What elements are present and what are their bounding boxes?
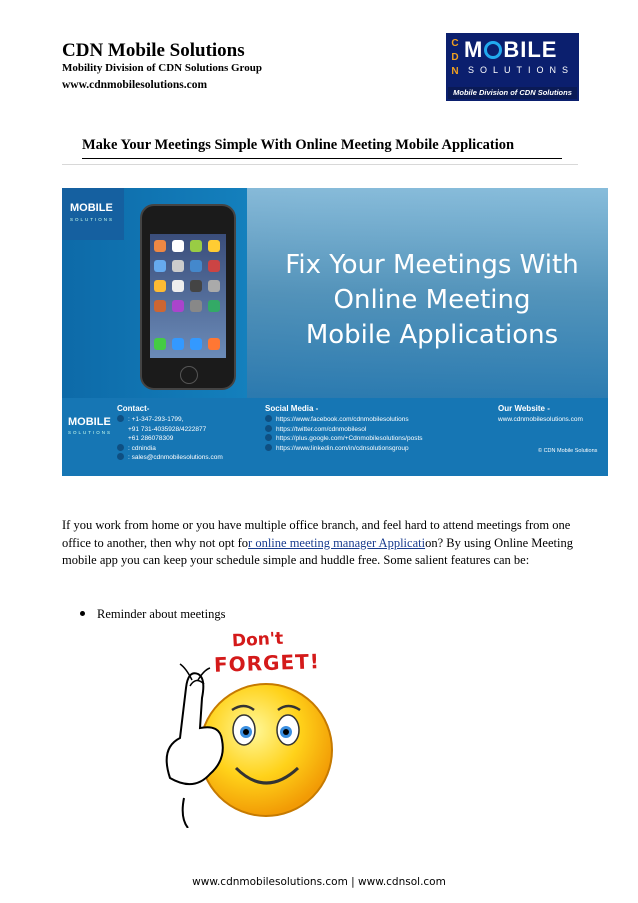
banner-title-line: Fix Your Meetings With [285,250,579,280]
social-link[interactable]: https://www.linkedin.com/in/cdnsolutionsgroup [265,444,423,454]
app-icon [208,338,220,350]
banner-title-line: Mobile Applications [305,320,559,350]
dont-text: Don't [231,628,284,652]
email-icon [117,453,124,460]
website-link[interactable]: www.cdnmobilesolutions.com [498,416,583,423]
forget-text: FORGET! [213,649,321,677]
list-item: Reminder about meetings [80,607,225,622]
contact-line: : cdnindia [117,444,223,454]
banner-title-line: Online Meeting [333,285,531,315]
website-column [498,404,597,456]
meeting-app-link[interactable]: r online meeting manager Applicati [248,535,426,550]
app-icon [154,338,166,350]
app-icon [154,300,166,312]
company-name: CDN Mobile Solutions [62,40,245,61]
contact-line: +91 731-4035928/4222877 [128,425,207,433]
skype-icon [117,444,124,451]
promo-banner [62,188,608,476]
banner-logo [62,188,124,240]
banner-footer [62,398,608,476]
linkedin-icon [265,444,272,451]
smartphone-image [140,204,236,390]
banner-logo-text: MOBILE [70,202,113,214]
logo-o-ring-icon [484,41,502,59]
app-icon [154,240,166,252]
phone-screen [150,234,226,358]
app-icon [172,280,184,292]
company-subtitle: Mobility Division of CDN Solutions Group [62,62,262,74]
logo-solutions-text: SOLUTIONS [468,65,575,75]
app-icon [208,240,220,252]
banner-logo-sub: SOLUTIONS [70,217,115,222]
logo-cdn-n: N [451,66,459,77]
title-underline [82,158,562,159]
facebook-icon [265,415,272,422]
google-plus-icon [265,434,272,441]
phone-icon [117,415,124,422]
contact-heading: Contact- [117,404,150,413]
logo-cdn-c: C [451,38,459,49]
app-icon [190,338,202,350]
app-icon [172,240,184,252]
page-footer: www.cdnmobilesolutions.com | www.cdnsol.com [192,876,446,888]
app-icon [172,338,184,350]
contact-line: +61 286078309 [128,435,174,442]
company-website: www.cdnmobilesolutions.com [62,79,208,91]
contact-line: : +1-347-293-1799, [117,415,223,425]
social-heading: Social Media - [265,404,319,413]
copyright: © CDN Mobile Solutions [538,447,598,454]
social-link[interactable]: https://twitter.com/cdnmobilesol [265,425,423,435]
bullet-icon [80,611,85,616]
divider [62,164,578,165]
app-icon [154,280,166,292]
logo-tagline: Mobile Division of CDN Solutions Group [448,87,577,99]
social-column [265,404,423,453]
app-icon [154,260,166,272]
logo-cdn-d: D [451,52,459,63]
website-heading: Our Website - [498,404,550,413]
app-icon [208,260,220,272]
social-link[interactable]: https://www.facebook.com/cdnmobilesolutions [265,415,423,425]
app-icon [172,300,184,312]
app-icon [208,280,220,292]
logo-word [464,37,557,63]
banner-footer-logo [68,412,114,446]
logo-cdn-letters [450,37,460,79]
app-icon [190,260,202,272]
page-title: Make Your Meetings Simple With Online Meeting Mobile Application [82,137,515,153]
banner-title [267,248,597,353]
footer-logo-sub: SOLUTIONS [68,430,113,435]
contact-line: : sales@cdnmobilesolutions.com [117,453,223,463]
logo-word-bile: BILE [503,37,558,62]
footer-logo-text: MOBILE [68,416,111,428]
logo-word-m: M [464,37,484,62]
contact-column [117,404,223,463]
home-button-icon [180,366,198,384]
twitter-icon [265,425,272,432]
social-link[interactable]: https://plus.google.com/+Cdnmobilesolutions/posts [265,434,423,444]
app-icon [172,260,184,272]
app-icon [190,240,202,252]
app-icon [208,300,220,312]
mobile-solutions-logo [446,33,579,109]
app-icon [190,280,202,292]
app-icon [190,300,202,312]
intro-paragraph: If you work from home or you have multiple office branch, and feel hard to attend meetings from one office to another, then why not opt for online meeting manager Application? By using Online Meeting mobile app you can keep your schedule simple and huddle free. Some salient features can be: [62,518,573,567]
